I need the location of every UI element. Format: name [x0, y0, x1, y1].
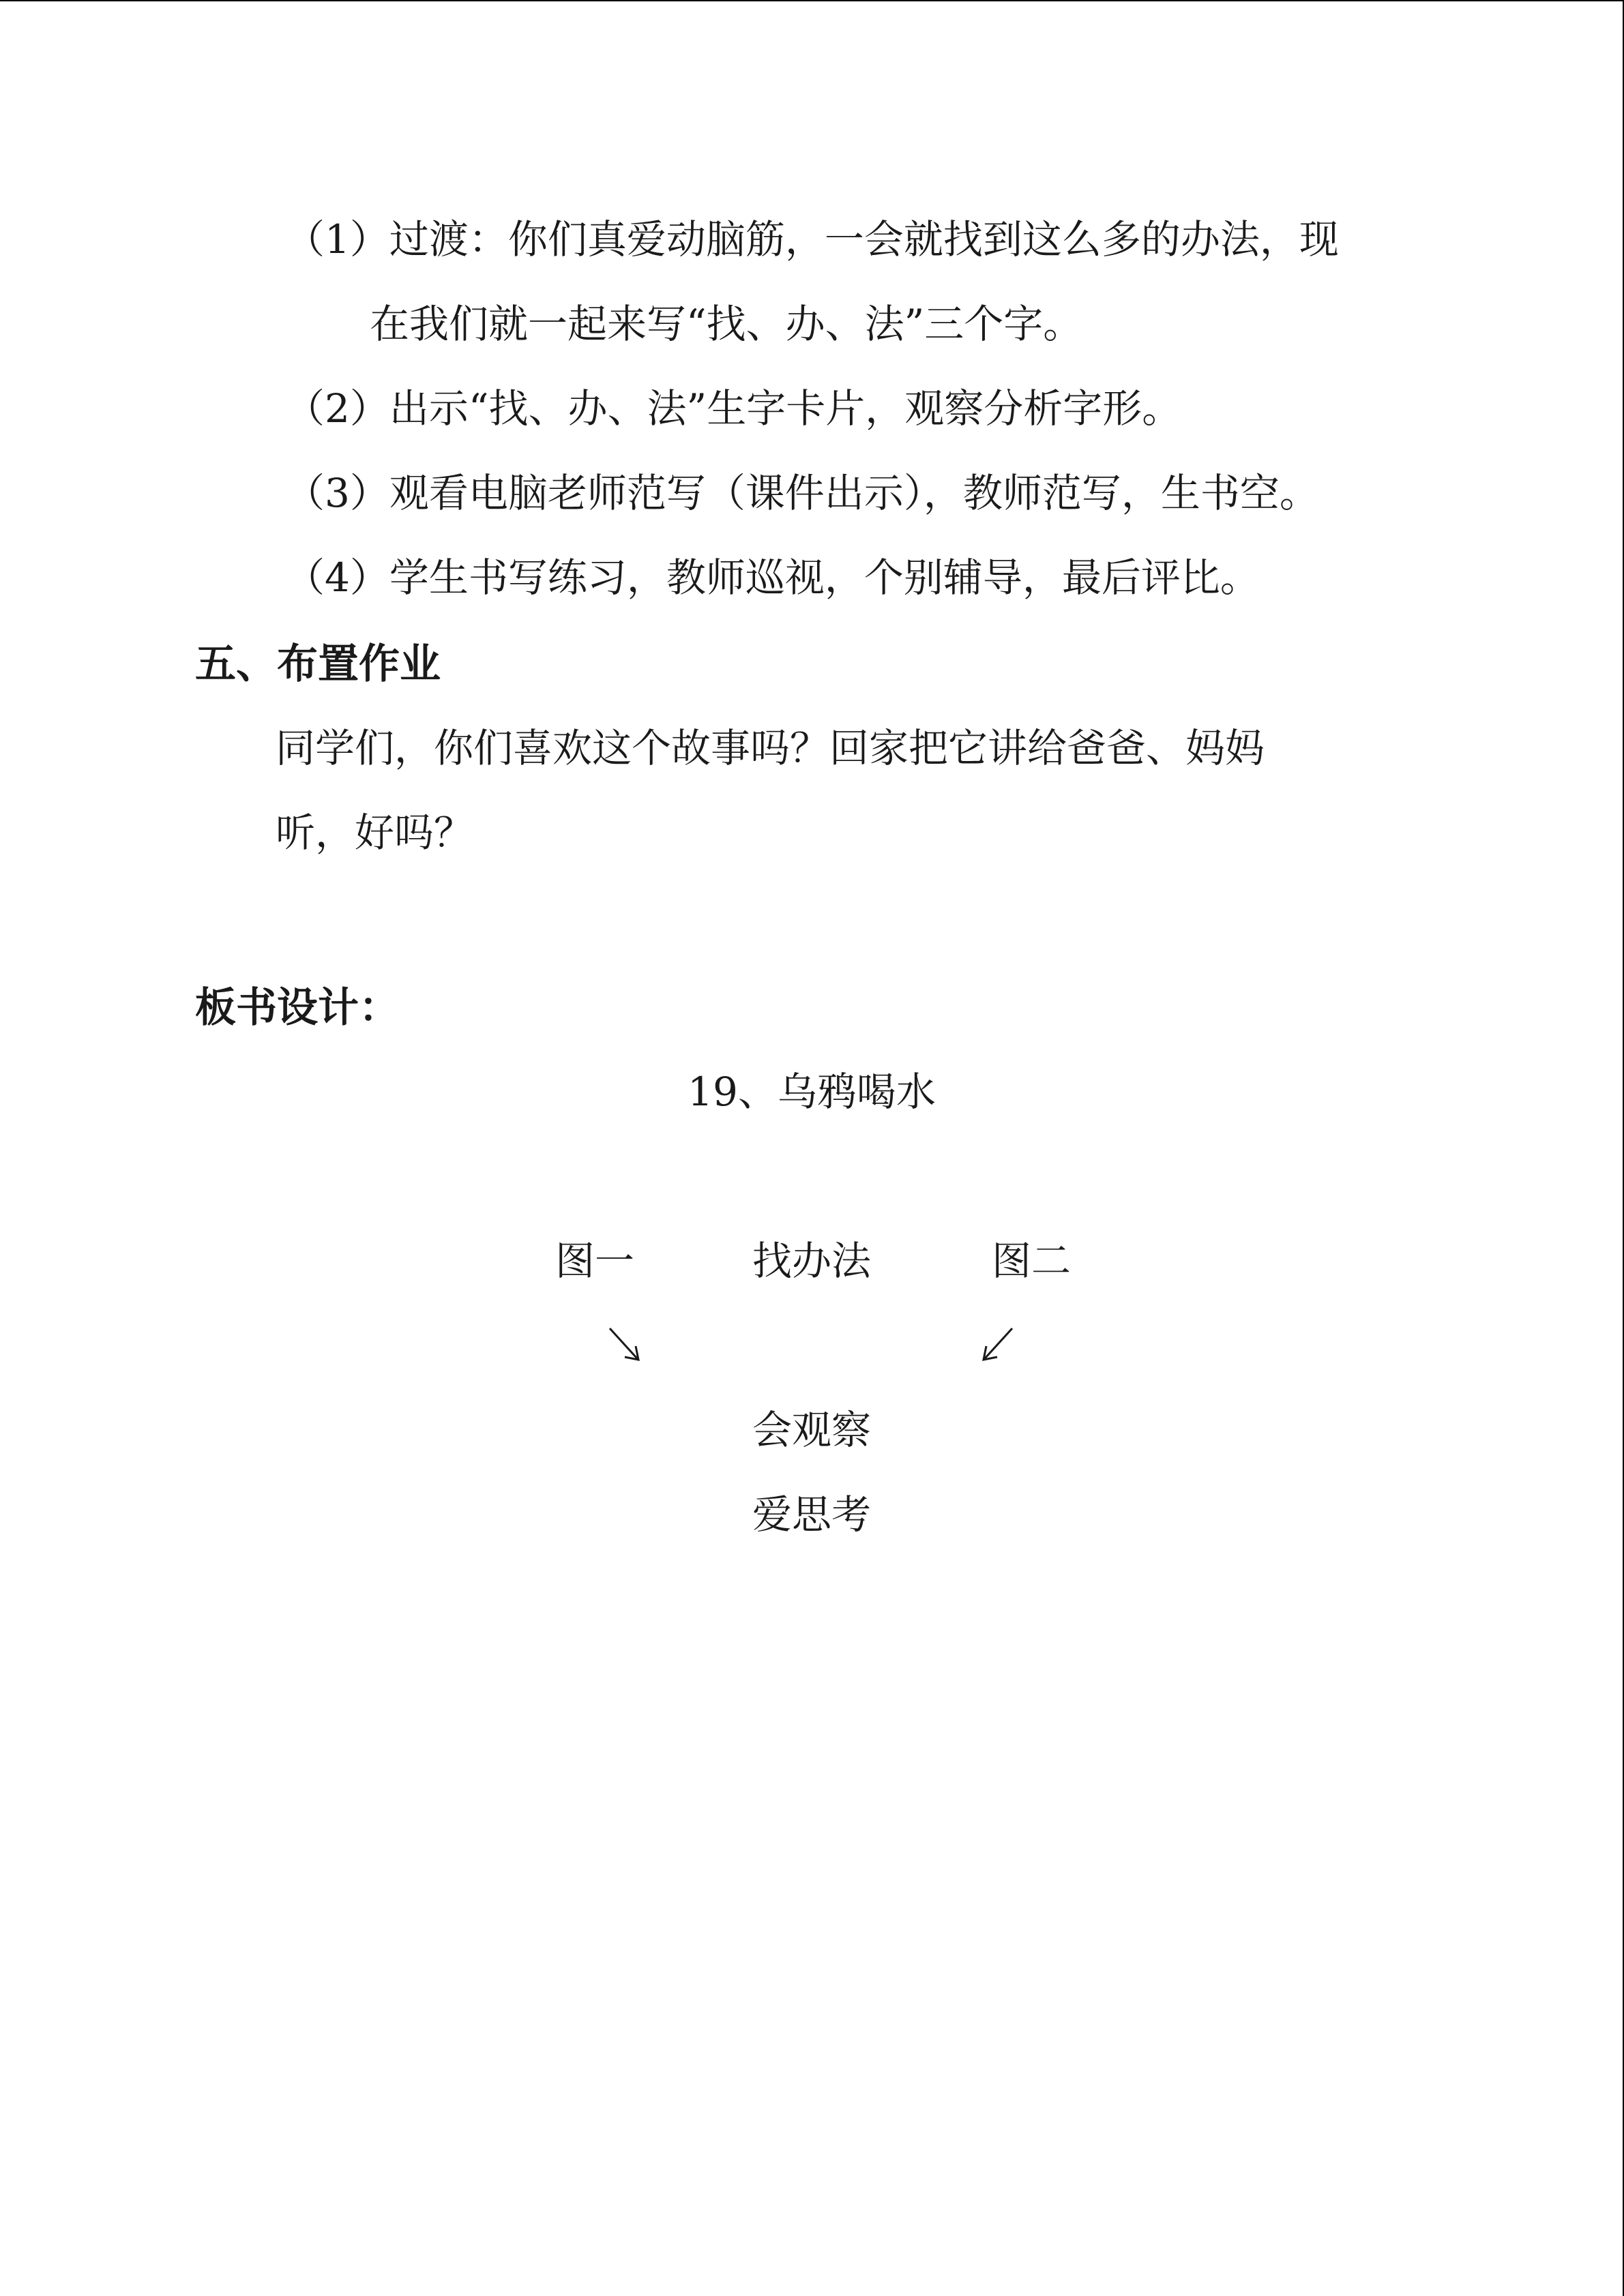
step-2 — [285, 385, 1182, 432]
arrow-down-left-icon — [979, 1326, 1015, 1364]
step-number: （1） — [285, 216, 389, 263]
step-number: （3） — [285, 470, 389, 516]
step-3 — [285, 470, 1319, 516]
step-text: 观看电脑老师范写（课件出示），教师范写，生书空。 — [389, 470, 1319, 516]
board-right-label: 图二 — [991, 1238, 1072, 1284]
homework-heading: 五、布置作业 — [195, 640, 441, 688]
step-4 — [285, 554, 1260, 601]
step-text: 过渡：你们真爱动脑筋，一会就找到这么多的办法，现 — [389, 216, 1339, 263]
board-result-2: 爱思考 — [752, 1491, 872, 1538]
board-heading: 板书设计： — [195, 984, 400, 1032]
step-text: 出示“找、办、法”生字卡片，观察分析字形。 — [389, 385, 1182, 432]
board-left-label: 图一 — [555, 1238, 635, 1284]
step-number: （2） — [285, 385, 389, 432]
step-text: 学生书写练习，教师巡视，个别辅导，最后评比。 — [389, 554, 1260, 601]
step-1 — [285, 216, 1339, 263]
homework-line-1: 同学们，你们喜欢这个故事吗？回家把它讲给爸爸、妈妈 — [276, 725, 1265, 771]
homework-line-2: 听，好吗？ — [276, 809, 474, 856]
step-1-continuation: 在我们就一起来写“找、办、法”三个字。 — [370, 301, 1083, 347]
board-title: 19、乌鸦喝水 — [688, 1069, 936, 1115]
step-number: （4） — [285, 554, 389, 601]
board-result-1: 会观察 — [752, 1407, 872, 1453]
arrow-down-right-icon — [607, 1326, 643, 1364]
board-middle-label: 找办法 — [752, 1238, 872, 1284]
